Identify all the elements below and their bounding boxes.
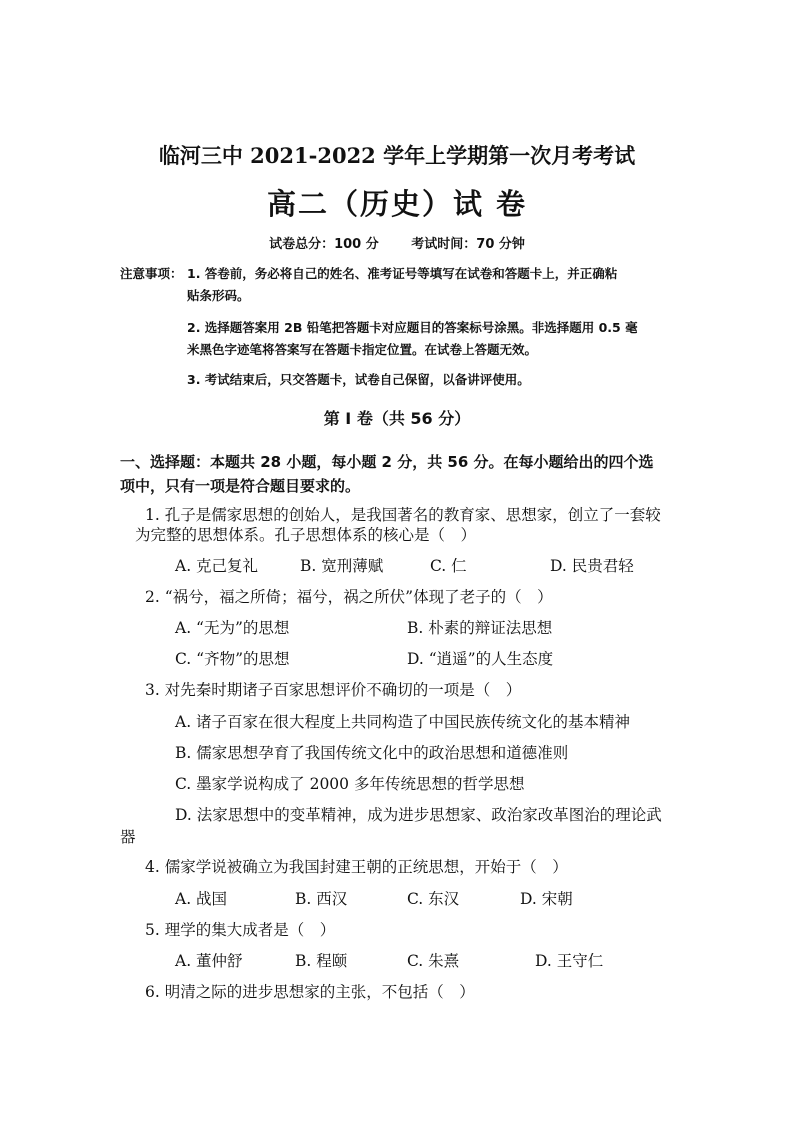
question-1-stem-line-2: 为完整的思想体系。孔子思想体系的核心是（ ） [135, 526, 477, 544]
question-1-option-c: C. 仁 [430, 557, 467, 575]
question-3-option-a: A. 诸子百家在很大程度上共同构造了中国民族传统文化的基本精神 [175, 713, 631, 731]
notice-item-1-line-1: 1. 答卷前，务必将自己的姓名、准考证号等填写在试卷和答题卡上，并正确粘 [187, 266, 618, 281]
notice-item-3: 3. 考试结束后，只交答题卡，试卷自己保留，以备讲评使用。 [187, 372, 530, 387]
question-3-option-d-continued: 器 [120, 828, 136, 846]
notice-label: 注意事项： [120, 266, 183, 281]
question-4-stem: 4. 儒家学说被确立为我国封建王朝的正统思想，开始于（ ） [145, 858, 568, 876]
notice-item-2-line-1: 2. 选择题答案用 2B 铅笔把答题卡对应题目的答案标号涂黑。非选择题用 0.5 毫 [187, 320, 638, 335]
school-exam-title: 临河三中 2021-2022 学年上学期第一次月考考试 [158, 143, 636, 168]
question-3-stem: 3. 对先秦时期诸子百家思想评价不确切的一项是（ ） [145, 681, 522, 699]
question-6-stem: 6. 明清之际的进步思想家的主张，不包括（ ） [145, 983, 475, 1001]
question-1-option-d: D. 民贵君轻 [550, 557, 634, 575]
question-1-stem-line-1: 1. 孔子是儒家思想的创始人，是我国著名的教育家、思想家，创立了一套较 [145, 506, 661, 524]
question-3-option-b: B. 儒家思想孕育了我国传统文化中的政治思想和道德准则 [175, 744, 569, 762]
question-4-option-b: B. 西汉 [295, 890, 348, 908]
question-5-option-a: A. 董仲舒 [175, 952, 243, 970]
question-4-option-d: D. 宋朝 [520, 890, 573, 908]
question-2-stem: 2. “祸兮，福之所倚；福兮，祸之所伏”体现了老子的（ ） [145, 588, 553, 606]
question-5-stem: 5. 理学的集大成者是（ ） [145, 921, 336, 939]
total-score: 试卷总分：100 分 [269, 237, 379, 252]
question-3-option-c: C. 墨家学说构成了 2000 多年传统思想的哲学思想 [175, 775, 525, 793]
section-instruction-line-1: 一、选择题：本题共 28 小题，每小题 2 分，共 56 分。在每小题给出的四个选 [120, 453, 654, 471]
question-4-option-c: C. 东汉 [407, 890, 460, 908]
section-title: 第 Ⅰ 卷（共 56 分） [323, 409, 471, 428]
question-4-option-a: A. 战国 [175, 890, 228, 908]
exam-time: 考试时间：70 分钟 [411, 237, 525, 252]
notice-item-1-line-2: 贴条形码。 [187, 288, 250, 303]
section-instruction-line-2: 项中，只有一项是符合题目要求的。 [120, 477, 361, 495]
question-2-option-b: B. 朴素的辩证法思想 [407, 619, 553, 637]
question-1-option-a: A. 克己复礼 [175, 557, 259, 575]
paper-title: 高二（历史）试 卷 [266, 187, 528, 221]
question-2-option-a: A. “无为”的思想 [175, 619, 290, 637]
question-5-option-b: B. 程颐 [295, 952, 348, 970]
question-5-option-d: D. 王守仁 [535, 952, 604, 970]
question-2-option-c: C. “齐物”的思想 [175, 650, 290, 668]
question-1-option-b: B. 宽刑薄赋 [300, 557, 384, 575]
question-2-option-d: D. “逍遥”的人生态度 [407, 650, 554, 668]
notice-item-2-line-2: 米黑色字迹笔将答案写在答题卡指定位置。在试卷上答题无效。 [187, 342, 538, 357]
question-3-option-d: D. 法家思想中的变革精神，成为进步思想家、政治家改革图治的理论武 [175, 806, 662, 824]
question-5-option-c: C. 朱熹 [407, 952, 460, 970]
exam-meta [0, 233, 794, 252]
